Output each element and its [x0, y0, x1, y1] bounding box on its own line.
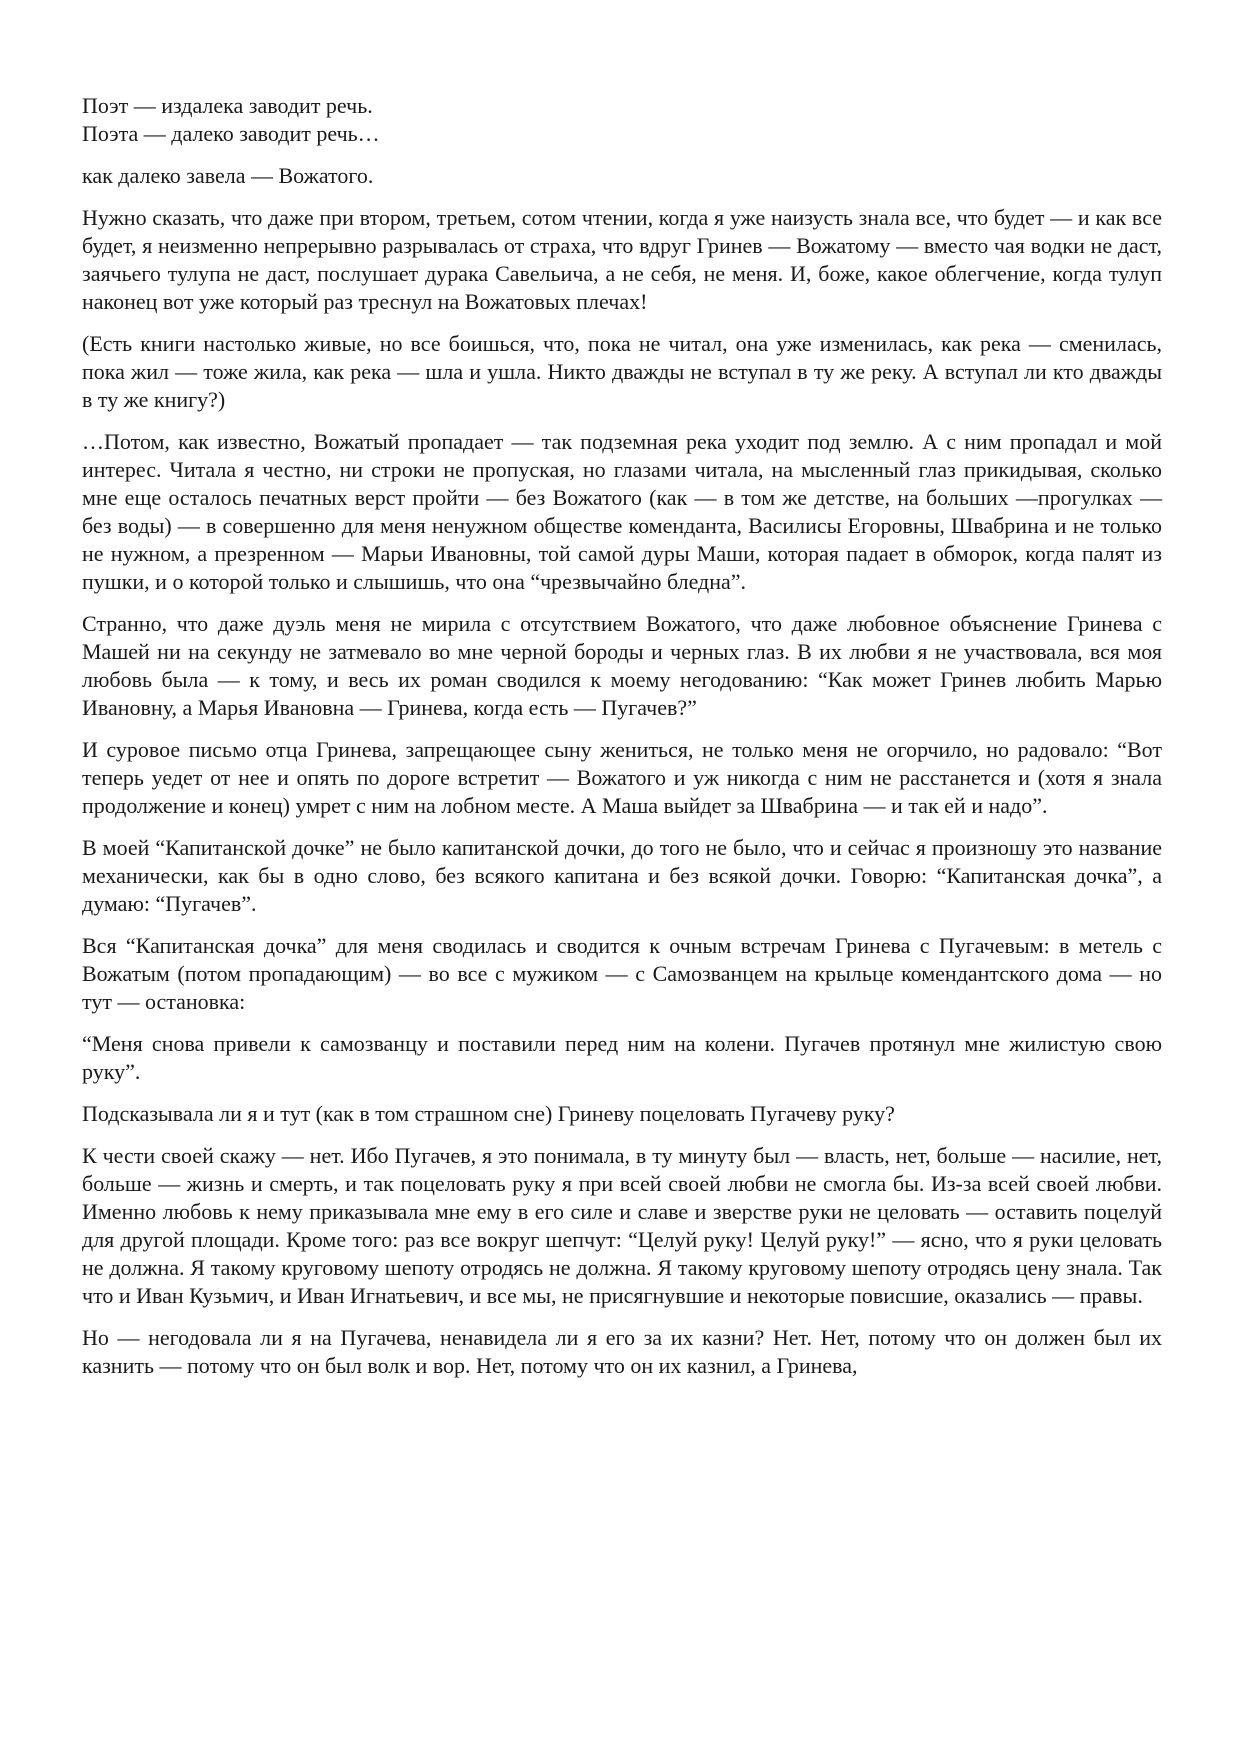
paragraph: Подсказывала ли я и тут (как в том страшном сне) Гриневу поцеловать Пугачеву руку? [82, 1101, 895, 1126]
paragraph: Странно, что даже дуэль меня не мирила с отсутствием Вожатого, что даже любовное объяснение Гринева с Машей ни на секунду не затмевало во мне черной бороды и черных глаз. В их любви я не участвовала, вся моя любовь была — к тому, и весь их роман сводился к моему негодованию: “Как может Гринев любить Марью Ивановну, а Марья Ивановна — Гринева, когда есть — Пугачев?” [82, 611, 1162, 720]
paragraph: Вся “Капитанская дочка” для меня сводилась и сводится к очным встречам Гринева с Пугачевым: в метель с Вожатым (потом пропадающим) — во все с мужиком — с Самозванцем на крыльце комендантского дома — но тут — остановка: [82, 933, 1162, 1014]
paragraph: К чести своей скажу — нет. Ибо Пугачев, я это понимала, в ту минуту был — власть, нет, больше — насилие, нет, больше — жизнь и смерть, и так поцеловать руку я при всей своей любви не смогла бы. Из-за всей своей любви. Именно любовь к нему приказывала мне ему в его силе и славе и зверстве руки не целовать — оставить поцелуй для другой площади. Кроме того: раз все вокруг шепчут: “Целуй руку! Целуй руку!” — ясно, что я руки целовать не должна. Я такому круговому шепоту отродясь не должна. Я такому круговому шепоту отродясь цену знала. Так что и Иван Кузьмич, и Иван Игнатьевич, и все мы, не присягнувшие и некоторые повисшие, оказались — правы. [82, 1143, 1162, 1308]
paragraph: Нужно сказать, что даже при втором, третьем, сотом чтении, когда я уже наизусть знала все, что будет — и как все будет, я неизменно непрерывно разрывалась от страха, что вдруг Гринев — Вожатому — вместо чая водки не даст, заячьего тулупа не даст, послушает дурака Савельича, а не себя, не меня. И, боже, какое облегчение, когда тулуп наконец вот уже который раз треснул на Вожатовых плечах! [82, 205, 1162, 314]
document-page [82, 92, 1162, 1380]
paragraph: …Потом, как известно, Вожатый пропадает — так подземная река уходит под землю. А с ним пропадал и мой интерес. Читала я честно, ни строки не пропуская, но глазами читала, на мысленный глаз прикидывая, сколько мне еще осталось печатных верст пройти — без Вожатого (как — в том же детстве, на больших —прогулках — без воды) — в совершенно для меня ненужном обществе коменданта, Василисы Егоровны, Швабрина и не только не нужном, а презренном — Марьи Ивановны, той самой дуры Маши, которая падает в обморок, когда палят из пушки, и о которой только и слышишь, что она “чрезвычайно бледна”. [82, 429, 1162, 594]
paragraph: В моей “Капитанской дочке” не было капитанской дочки, до того не было, что и сейчас я произношу это название механически, как бы в одно слово, без всякого капитана и без всякой дочки. Говорю: “Капитанская дочка”, а думаю: “Пугачев”. [82, 835, 1162, 916]
paragraph: И суровое письмо отца Гринева, запрещающее сыну жениться, не только меня не огорчило, но радовало: “Вот теперь уедет от нее и опять по дороге встретит — Вожатого и уж никогда с ним не расстанется и (хотя я знала продолжение и конец) умрет с ним на лобном месте. А Маша выйдет за Швабрина — и так ей и надо”. [82, 737, 1162, 818]
paragraph: Но — негодовала ли я на Пугачева, ненавидела ли я его за их казни? Нет. Нет, потому что он должен был их казнить — потому что он был волк и вор. Нет, потому что он их казнил, а Гринева, [82, 1325, 1162, 1378]
quotation: “Меня снова привели к самозванцу и поставили перед ним на колени. Пугачев протянул мне жилистую свою руку”. [82, 1031, 1162, 1084]
epigraph-line-1: Поэт — издалека заводит речь. [82, 93, 373, 118]
paragraph: (Есть книги настолько живые, но все боишься, что, пока не читал, она уже изменилась, как река — сменилась, пока жил — тоже жила, как река — шла и ушла. Никто дважды не вступал в ту же реку. А вступал ли кто дважды в ту же книгу?) [82, 331, 1162, 412]
paragraph: как далеко завела — Вожатого. [82, 163, 374, 188]
epigraph-line-2: Поэта — далеко заводит речь… [82, 121, 380, 146]
